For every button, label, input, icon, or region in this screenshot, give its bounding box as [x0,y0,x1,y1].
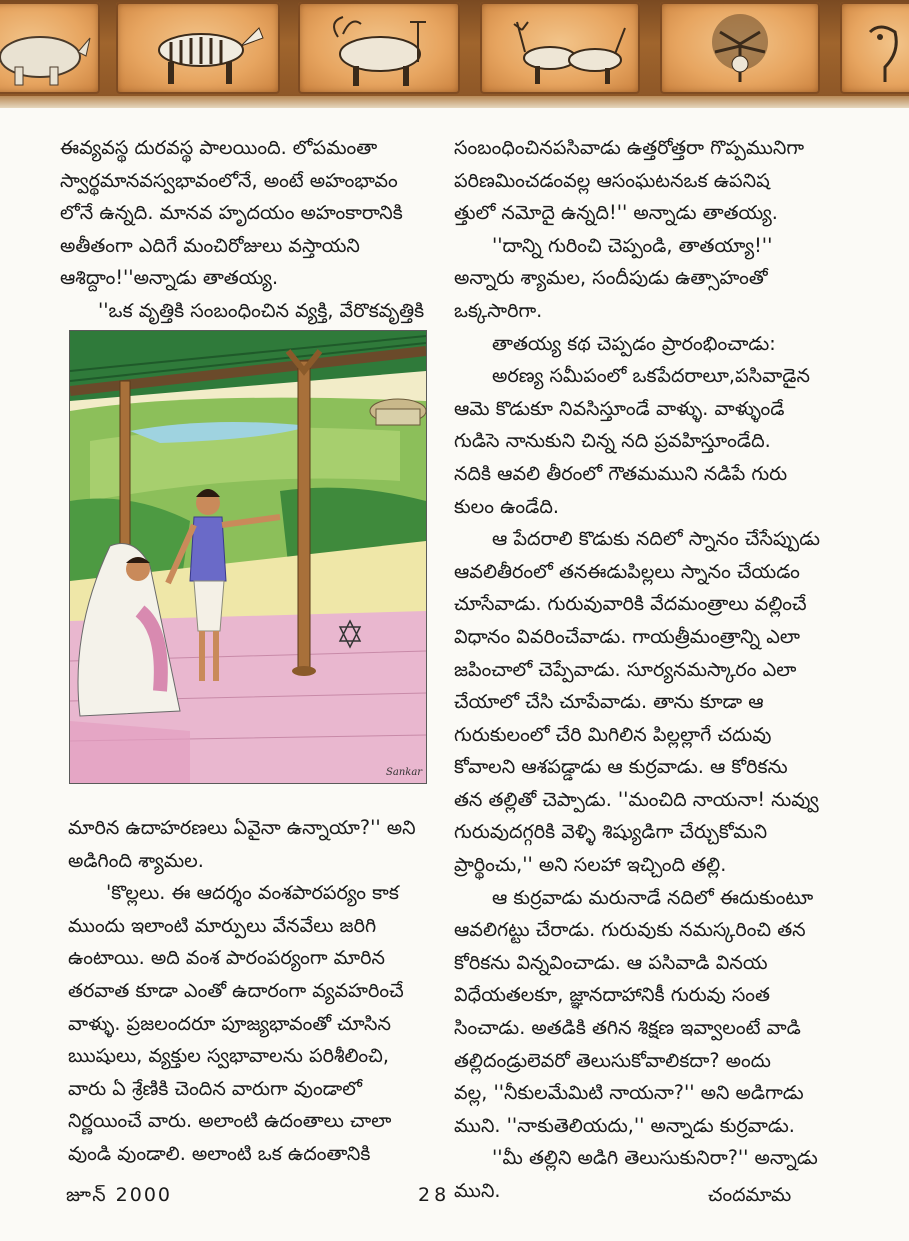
text-line: చేయాలో చేసి చూపేవాడు. తాను కూడా ఆ [454,690,764,714]
text-line: ప్రార్థించు,'' అని సలహా ఇచ్చింది తల్లి. [454,853,727,877]
text-line: అన్నారు శ్యామల, సందీపుడు ఉత్సాహంతో [454,266,768,290]
text-line: 'కొల్లలు. ఈ ఆదర్శం వంశపారపర్యం కాక [106,881,399,905]
text-line: గుడిసె నానుకుని చిన్న నది ప్రవహిస్తూండేది. [454,429,771,453]
bull-icon [298,2,460,94]
text-line: తాతయ్య కథ చెప్పడం ప్రారంభించాడు: [492,331,776,355]
text-line: ఆ పేదరాలి కొడుకు నదిలో స్నానం చేసేప్పుడు [492,527,821,551]
deer-icon [480,2,640,94]
text-line: కోవాలని ఆశపడ్డాడు ఆ కుర్రవాడు. ఆ కోరికను [454,755,788,779]
text-line: వుండి వుండాలి. అలాంటి ఒక ఉదంతానికి [68,1141,371,1165]
text-line: ఆశిద్దాం!''అన్నాడు తాతయ్య. [60,266,279,290]
text-line: ఉంటాయి. అది వంశ పారంపర్యంగా మారిన [68,946,385,970]
text-line: మారిన ఉదాహరణలు ఏవైనా ఉన్నాయా?'' అని [68,816,416,839]
text-line: ఆవలిగట్టు చేరాడు. గురువుకు నమస్కరించి తన [454,918,806,942]
text-line: ఒక్కసారిగా. [454,298,543,322]
left-column-top [60,132,445,328]
text-line: కులం ఉండేది. [454,494,559,518]
magazine-name: చందమామ [708,1184,792,1206]
text-line: ముని. ''నాకుతెలియదు,'' అన్నాడు కుర్రవాడు. [454,1113,795,1137]
text-line: గురువుదగ్గరికి వెళ్ళి శిష్యుడిగా చేర్చుకోమని [454,820,768,844]
text-line: పరిణమించడంవల్ల ఆసంఘటనఒక ఉపనిష [454,168,770,192]
text-line: స్వార్థమానవస్వభావంలోనే, అంటే అహంభావం [60,168,398,192]
text-line: నదికి ఆవలి తీరంలో గౌతమముని నడిపే గురు [454,461,788,485]
zebra-icon [116,2,280,94]
right-column [454,132,859,1208]
text-line: ఈవ్యవస్థ దురవస్థ పాలయింది. లోపమంతా [60,136,378,159]
artist-signature: Sankar [386,767,423,778]
text-line: కోరికను విన్నవించాడు. ఆ పసివాడి వినయ [454,950,768,974]
text-line: విధానం వివరించేవాడు. గాయత్రీమంత్రాన్ని ఎలా [454,624,801,648]
text-line: నిర్ణయించే వారు. అలాంటి ఉదంతాలు చాలా [68,1109,392,1133]
elephant-icon [840,2,909,94]
text-line: విధేయతలకూ, జ్ఞానదాహానికీ గురువు సంత [454,983,770,1007]
text-line: వల్ల, ''నీకులమేమిటి నాయనా?'' అని అడిగాడు [454,1081,804,1105]
text-line: వాళ్ళు. ప్రజలందరూ పూజ్యభావంతో చూసిన [68,1011,391,1035]
text-line: లోనే ఉన్నది. మానవ హృదయం అహంకారానికి [60,201,403,225]
text-line: ఋషులు, వ్యక్తుల స్వభావాలను పరిశీలించి, [68,1044,389,1068]
text-line: జపించాలో చెప్పేవాడు. సూర్యనమస్కారం ఎలా [454,657,797,681]
text-line: ''ఒక వృత్తికి సంబంధించిన వ్యక్తి, వేరొకవృత్తికి [98,298,425,322]
footer-date: జూన్ 2000 [66,1184,173,1206]
rhino-icon [0,2,100,94]
text-line: తరవాత కూడా ఎంతో ఉదారంగా వ్యవహరించే [68,978,404,1002]
text-line: ఆ కుర్రవాడు మరునాడే నదిలో ఈదుకుంటూ [492,885,814,909]
illustration-scene [70,331,426,783]
text-line: సించాడు. అతడికి తగిన శిక్షణ ఇవ్వాలంటే వాడి [454,1016,801,1040]
text-line: ముందు ఇలాంటి మార్పులు వేనవేలు జరిగి [68,913,377,937]
text-line: అడిగింది శ్యామల. [68,848,204,872]
text-line: ముని. [454,1179,501,1202]
text-line: వారు ఏ శ్రేణికి చెందిన వారుగా వుండాలో [68,1076,362,1100]
text-line: త్తులో నమోదై ఉన్నది!'' అన్నాడు తాతయ్య. [454,201,778,225]
text-line: సంబంధించినపసివాడు ఉత్తరోత్తరా గొప్పమునిగా [454,136,805,159]
text-line: ఆవలితీరంలో తనఈడుపిల్లలు స్నానం చేయడం [454,559,800,583]
text-line: ''మీ తల్లిని అడిగి తెలుసుకునిరా?'' అన్నాడు [492,1146,818,1170]
text-line: చూసేవాడు. గురువువారికి వేదమంత్రాలు వల్లించే [454,592,807,616]
text-line: తల్లిదండ్రులెవరో తెలుసుకోవాలికదా? అందు [454,1048,771,1072]
left-column-bottom [68,812,446,1171]
story-illustration [69,330,427,784]
page-number: 28 [418,1184,451,1206]
text-line: అరణ్య సమీపంలో ఒకపేదరాలూ,పసివాడైన [492,364,810,388]
header-underline [0,96,909,108]
text-line: ''దాన్ని గురించి చెప్పండి, తాతయ్యా!'' [492,233,773,257]
text-line: తన తల్లితో చెప్పాడు. ''మంచిది నాయనా! నువ్వు [454,787,819,811]
header-band [0,0,909,108]
text-line: ఆమె కొడుకూ నివసిస్తూండే వాళ్ళు. వాళ్ళుండే [454,396,785,420]
text-line: అతీతంగా ఎదిగే మంచిరోజులు వస్తాయని [60,233,360,257]
text-line: గురుకులంలో చేరి మిగిలిన పిల్లల్లాగే చదువు [454,722,772,746]
tree-icon [660,2,820,94]
